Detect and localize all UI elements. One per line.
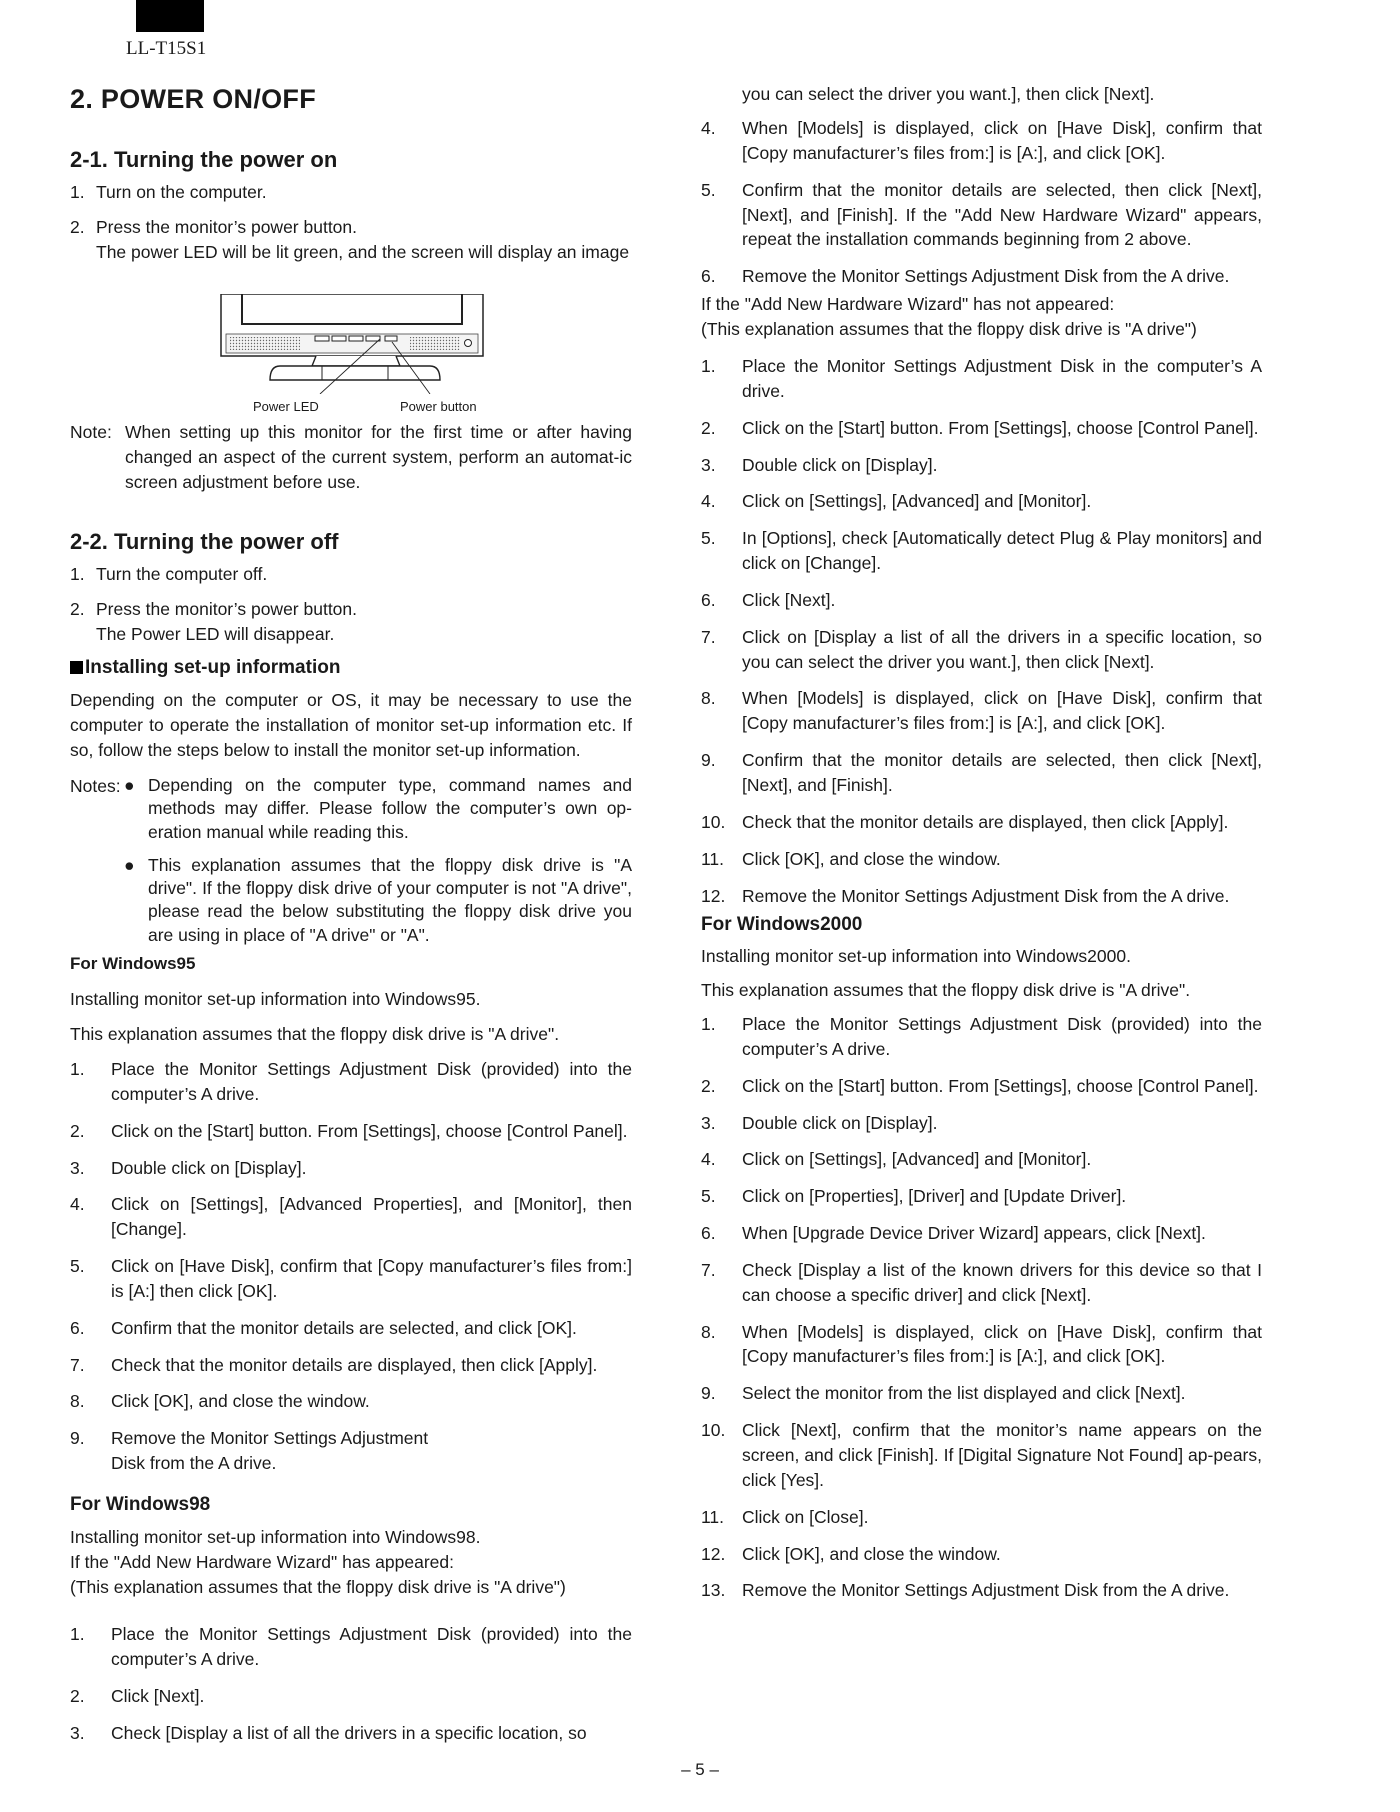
list-item: 2. Press the monitor’s power button. The power LED will be lit green, and the screen will display an image: [70, 216, 630, 262]
windows2000-intro: Installing monitor set-up information into Windows2000.: [701, 946, 1131, 966]
list-item: 1. Place the Monitor Settings Adjustment Disk in the computer’s A drive.: [701, 356, 1262, 401]
list-item: 8. When [Models] is displayed, click on [Have Disk], confirm that [Copy manufacturer’s files from:] is [A:], and click [OK].: [701, 688, 1262, 734]
list-item: 7. Check [Display a list of the known drivers for this device so that I can choose a specific driver] and click [Next].: [701, 1259, 1262, 1305]
note-bullet: ● This explanation assumes that the floppy disk drive is "A drive". If the floppy disk drive of your computer is not "A drive", please read the below substituting the floppy disk drive you are using in place of "A drive" or "A".: [124, 854, 632, 945]
list-item: 8. Click [OK], and close the window.: [70, 1391, 370, 1412]
windows98-no-wizard-intro: If the "Add New Hardware Wizard" has not appeared: (This explanation assumes that the floppy disk drive is "A drive"): [701, 294, 1197, 339]
windows98-intro: Installing monitor set-up information into Windows98. If the "Add New Hardware Wizard" has appeared: (This explanation assumes that the floppy disk drive is "A drive"): [70, 1527, 566, 1597]
header-tab: [136, 0, 204, 32]
list-item-continuation: you can select the driver you want.], then click [Next].: [742, 84, 1155, 104]
monitor-front-panel-icon: [220, 294, 490, 394]
section-power-off-heading: 2-2. Turning the power off: [70, 529, 339, 554]
model-number: LL-T15S1: [126, 38, 207, 59]
power-off-steps: [70, 562, 632, 647]
list-item: 3. Double click on [Display].: [70, 1157, 307, 1178]
list-item: 2. Click on the [Start] button. From [Settings], choose [Control Panel].: [70, 1120, 628, 1141]
windows98-steps-a-cont: [701, 116, 1262, 301]
list-item: 9. Select the monitor from the list displayed and click [Next].: [701, 1383, 1186, 1404]
page-number: – 5 –: [681, 1760, 719, 1779]
list-item: 8. When [Models] is displayed, click on [Have Disk], confirm that [Copy manufacturer’s files from:] is [A:], and click [OK].: [701, 1321, 1262, 1367]
list-item: 5. Click on [Have Disk], confirm that [Copy manufacturer’s files from:] is [A:] then click [OK].: [70, 1256, 632, 1301]
install-intro: Depending on the computer or OS, it may be necessary to use the computer to operate the installation of monitor set-up information etc. If so, follow the steps below to install the monitor set-up information.: [70, 690, 632, 760]
list-item: 6. Click [Next].: [701, 589, 836, 610]
power-led-label: Power LED: [253, 399, 319, 414]
list-item: 11. Click on [Close].: [701, 1506, 869, 1527]
list-item: 12. Click [OK], and close the window.: [701, 1543, 1001, 1564]
list-item: 3. Double click on [Display].: [701, 1112, 938, 1133]
list-item: 7. Click on [Display a list of all the drivers in a specific location, so you can select the driver you want.], then click [Next].: [701, 626, 1262, 672]
list-item: 2. Click [Next].: [70, 1685, 205, 1706]
list-item: 12. Remove the Monitor Settings Adjustment Disk from the A drive.: [701, 885, 1230, 906]
windows2000-heading: For Windows2000: [701, 914, 863, 935]
list-item: 7. Check that the monitor details are displayed, then click [Apply].: [70, 1354, 598, 1375]
install-notes: Notes: ● Depending on the computer type, command names and methods may differ. Please follow the computer’s own op-eration manual while reading this. ● This explanation assumes that the floppy disk drive is "A drive". If the floppy disk drive of your computer is not "A drive", please read the below substituting the floppy disk drive you are using in place of "A drive" or "A".: [70, 774, 632, 957]
list-item: 9. Confirm that the monitor details are selected, then click [Next], [Next], and [Finish].: [701, 750, 1262, 795]
windows98-heading: For Windows98: [70, 1494, 211, 1515]
power-on-steps: [70, 180, 632, 265]
monitor-illustration: [220, 294, 490, 414]
list-item: 9. Remove the Monitor Settings Adjustment Disk from the A drive.: [70, 1428, 429, 1474]
list-item: 3. Check [Display a list of all the drivers in a specific location, so: [70, 1722, 587, 1743]
list-item: 5. Click on [Properties], [Driver] and [Update Driver].: [701, 1186, 1127, 1207]
windows98-steps-a: [70, 1622, 632, 1757]
list-item: 10. Check that the monitor details are displayed, then click [Apply].: [701, 811, 1229, 832]
list-item: 4. When [Models] is displayed, click on [Have Disk], confirm that [Copy manufacturer’s files from:] is [A:], and click [OK].: [701, 118, 1262, 163]
square-bullet-icon: [70, 661, 83, 674]
section-power-on-heading: 2-1. Turning the power on: [70, 147, 338, 172]
list-item: 1. Turn on the computer.: [70, 182, 267, 202]
list-item: 4. Click on [Settings], [Advanced] and [Monitor].: [701, 491, 1092, 512]
list-item: 1. Place the Monitor Settings Adjustment Disk (provided) into the computer’s A drive.: [701, 1014, 1262, 1059]
windows95-assumption: This explanation assumes that the floppy disk drive is "A drive".: [70, 1024, 560, 1044]
list-item: 5. In [Options], check [Automatically detect Plug & Play monitors] and click on [Change].: [701, 528, 1262, 574]
list-item: 10. Click [Next], confirm that the monitor’s name appears on the screen, and click [Finish]. If [Digital Signature Not Found] ap-pears, click [Yes].: [701, 1420, 1262, 1490]
windows2000-assumption: This explanation assumes that the floppy disk drive is "A drive".: [701, 980, 1191, 1000]
list-item: 6. Confirm that the monitor details are selected, and click [OK].: [70, 1317, 577, 1338]
list-item: 4. Click on [Settings], [Advanced] and [Monitor].: [701, 1149, 1092, 1170]
windows2000-steps: [701, 1012, 1262, 1615]
list-item: 2. Click on the [Start] button. From [Settings], choose [Control Panel].: [701, 1075, 1259, 1096]
list-item: 4. Click on [Settings], [Advanced Properties], and [Monitor], then [Change].: [70, 1194, 632, 1240]
list-item: 1. Place the Monitor Settings Adjustment Disk (provided) into the computer’s A drive.: [70, 1059, 632, 1104]
list-item: 2. Press the monitor’s power button. The Power LED will disappear.: [70, 598, 358, 644]
list-item: 2. Click on the [Start] button. From [Settings], choose [Control Panel].: [701, 417, 1259, 438]
windows95-heading: For Windows95: [70, 954, 196, 973]
windows95-intro: Installing monitor set-up information into Windows95.: [70, 989, 481, 1009]
windows95-steps: [70, 1057, 632, 1488]
page-title: 2. POWER ON/OFF: [70, 84, 317, 114]
list-item: 1. Place the Monitor Settings Adjustment Disk (provided) into the computer’s A drive.: [70, 1624, 632, 1669]
list-item: 5. Confirm that the monitor details are selected, then click [Next], [Next], and [Finish]. If the "Add New Hardware Wizard" appears, repeat the installation commands beginning from 2 above.: [701, 179, 1262, 250]
install-heading: Installing set-up information: [70, 655, 632, 682]
list-item: 11. Click [OK], and close the window.: [701, 848, 1001, 869]
list-item: 1. Turn the computer off.: [70, 564, 268, 584]
list-item: 13. Remove the Monitor Settings Adjustment Disk from the A drive.: [701, 1580, 1230, 1601]
list-item: 6. When [Upgrade Device Driver Wizard] appears, click [Next].: [701, 1223, 1206, 1244]
power-on-note: Note: When setting up this monitor for the first time or after having changed an aspect of the current system, perform an automat-ic screen adjustment before use.: [70, 422, 632, 492]
windows98-steps-b: [701, 354, 1262, 920]
list-item: 3. Double click on [Display].: [701, 454, 938, 475]
note-bullet: ● Depending on the computer type, command names and methods may differ. Please follow the computer’s own op-eration manual while reading this.: [124, 775, 632, 842]
list-item: 6. Remove the Monitor Settings Adjustment Disk from the A drive.: [701, 266, 1230, 287]
power-button-label: Power button: [400, 399, 477, 414]
